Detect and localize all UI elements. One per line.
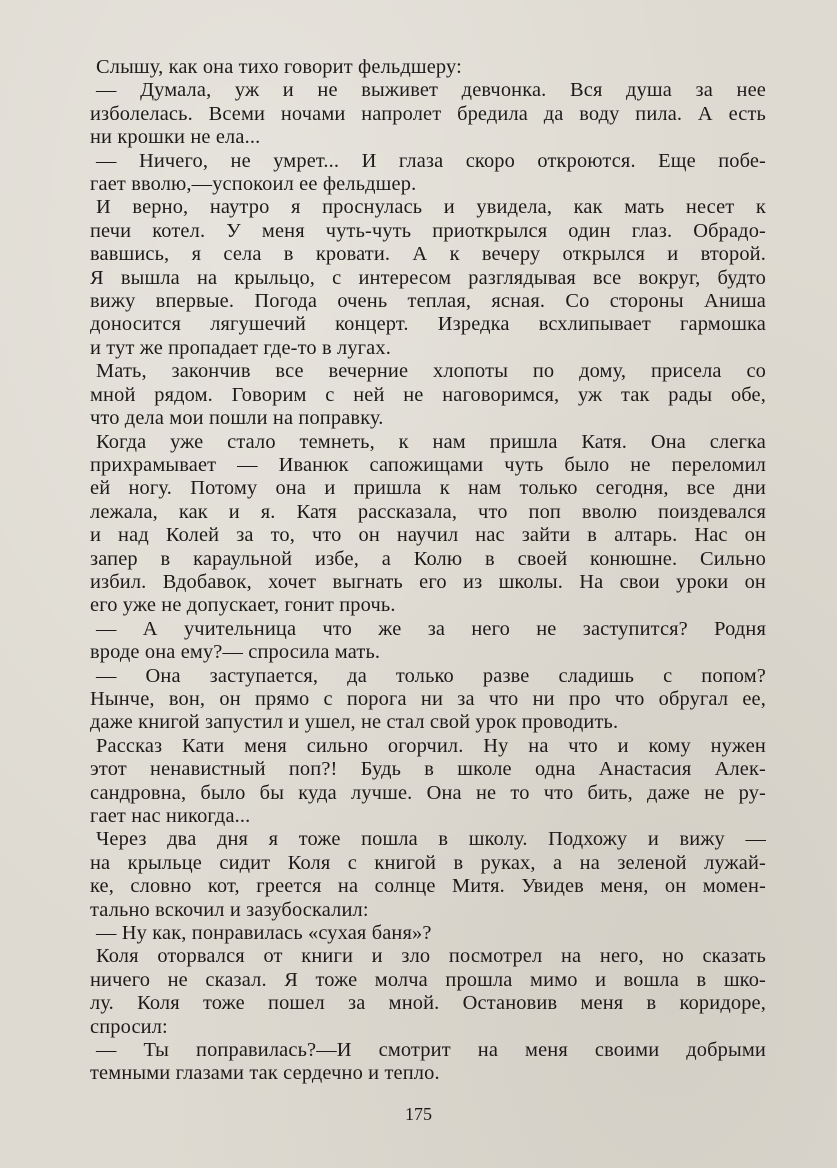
- text-line: Мать, закончив все вечерние хлопоты по дому, присела со: [96, 360, 766, 383]
- text-line: Нынче, вон, он прямо с порога ни за что ни про что обругал ее,: [90, 687, 766, 710]
- paragraph: [90, 665, 766, 735]
- page-number: 175: [405, 1104, 432, 1124]
- text-line: на крыльце сидит Коля с книгой в руках, а на зеленой лужай-: [90, 851, 766, 874]
- text-line: его уже не допускает, гонит прочь.: [90, 594, 396, 617]
- paragraph: [90, 431, 766, 618]
- text-line: изболелась. Всеми ночами напролет бредила да воду пила. А есть: [90, 102, 766, 125]
- text-line: ке, словно кот, греется на солнце Митя. Увидев меня, он момен-: [90, 875, 766, 898]
- text-line: лу. Коля тоже пошел за мной. Остановив меня в коридоре,: [90, 992, 766, 1015]
- text-line: гает вволю,—успокоил ее фельдшер.: [90, 173, 417, 196]
- paragraph: [90, 196, 766, 360]
- text-line: спросил:: [90, 1015, 168, 1038]
- text-line: — Думала, уж и не выживет девчонка. Вся душа за нее: [96, 79, 766, 102]
- text-line: ничего не сказал. Я тоже молча прошла мимо и вошла в шко-: [90, 968, 766, 991]
- text-line: избил. Вдобавок, хочет выгнать его из школы. На свои уроки он: [90, 570, 766, 593]
- paragraph: [90, 618, 766, 665]
- text-line: прихрамывает — Иванюк сапожищами чуть было не переломил: [90, 453, 766, 476]
- text-line: — Она заступается, да только разве сладишь с попом?: [96, 664, 766, 687]
- text-line: — Ты поправилась?—И смотрит на меня своими добрыми: [96, 1039, 766, 1062]
- text-line: печи котел. У меня чуть-чуть приоткрылся один глаз. Обрадо-: [90, 219, 766, 242]
- text-line: этот ненавистный поп?! Будь в школе одна Анастасия Алек-: [90, 758, 766, 781]
- page-text: [90, 56, 766, 1086]
- paragraph: [90, 56, 766, 79]
- text-line: Когда уже стало темнеть, к нам пришла Катя. Она слегка: [96, 430, 766, 453]
- paragraph: [90, 79, 766, 149]
- text-line: — Ничего, не умрет... И глаза скоро откроются. Еще побе-: [96, 149, 766, 172]
- text-line: Через два дня я тоже пошла в школу. Подхожу и вижу —: [96, 828, 766, 851]
- text-line: вижу впервые. Погода очень теплая, ясная. Со стороны Аниша: [90, 290, 766, 313]
- text-line: сандровна, было бы куда лучше. Она не то что бить, даже не ру-: [90, 781, 766, 804]
- text-line: Рассказ Кати меня сильно огорчил. Ну на что и кому нужен: [96, 734, 766, 757]
- paragraph: [90, 360, 766, 430]
- text-line: и над Колей за то, что он научил нас зайти в алтарь. Нас он: [90, 524, 766, 547]
- text-line: доносится лягушечий концерт. Изредка всхлипывает гармошка: [90, 313, 766, 336]
- text-line: Слышу, как она тихо говорит фельдшеру:: [96, 56, 462, 78]
- paragraph: [90, 945, 766, 1039]
- text-line: вавшись, я села в кровати. А к вечеру открылся и второй.: [90, 243, 766, 266]
- text-line: мной рядом. Говорим с ней не наговоримся, уж так рады обе,: [90, 383, 766, 406]
- text-line: — А учительница что же за него не заступится? Родня: [96, 617, 766, 640]
- text-line: лежала, как и я. Катя рассказала, что поп вволю поиздевался: [90, 500, 766, 523]
- text-line: — Ну как, понравилась «сухая баня»?: [96, 922, 432, 945]
- text-line: Коля оторвался от книги и зло посмотрел на него, но сказать: [96, 945, 766, 968]
- text-line: даже книгой запустил и ушел, не стал свой урок проводить.: [90, 711, 619, 734]
- paragraph: [90, 150, 766, 197]
- text-line: гает нас никогда...: [90, 805, 251, 827]
- text-line: вроде она ему?— спросила мать.: [90, 641, 381, 664]
- text-line: что дела мои пошли на поправку.: [90, 407, 384, 430]
- text-line: ни крошки не ела...: [90, 126, 261, 149]
- text-line: И верно, наутро я проснулась и увидела, как мать несет к: [96, 196, 766, 219]
- text-line: запер в караульной избе, а Колю в своей конюшне. Сильно: [90, 547, 766, 570]
- text-line: темными глазами так сердечно и тепло.: [90, 1062, 440, 1085]
- text-line: ей ногу. Потому она и пришла к нам только сегодня, все дни: [90, 477, 766, 500]
- paragraph: [90, 1039, 766, 1086]
- paragraph: [90, 735, 766, 829]
- text-line: и тут же пропадает где-то в лугах.: [90, 336, 391, 359]
- text-line: тально вскочил и зазубоскалил:: [90, 898, 369, 921]
- paragraph: [90, 828, 766, 922]
- text-line: Я вышла на крыльцо, с интересом разглядывая все вокруг, будто: [90, 266, 766, 289]
- paragraph: [90, 922, 766, 945]
